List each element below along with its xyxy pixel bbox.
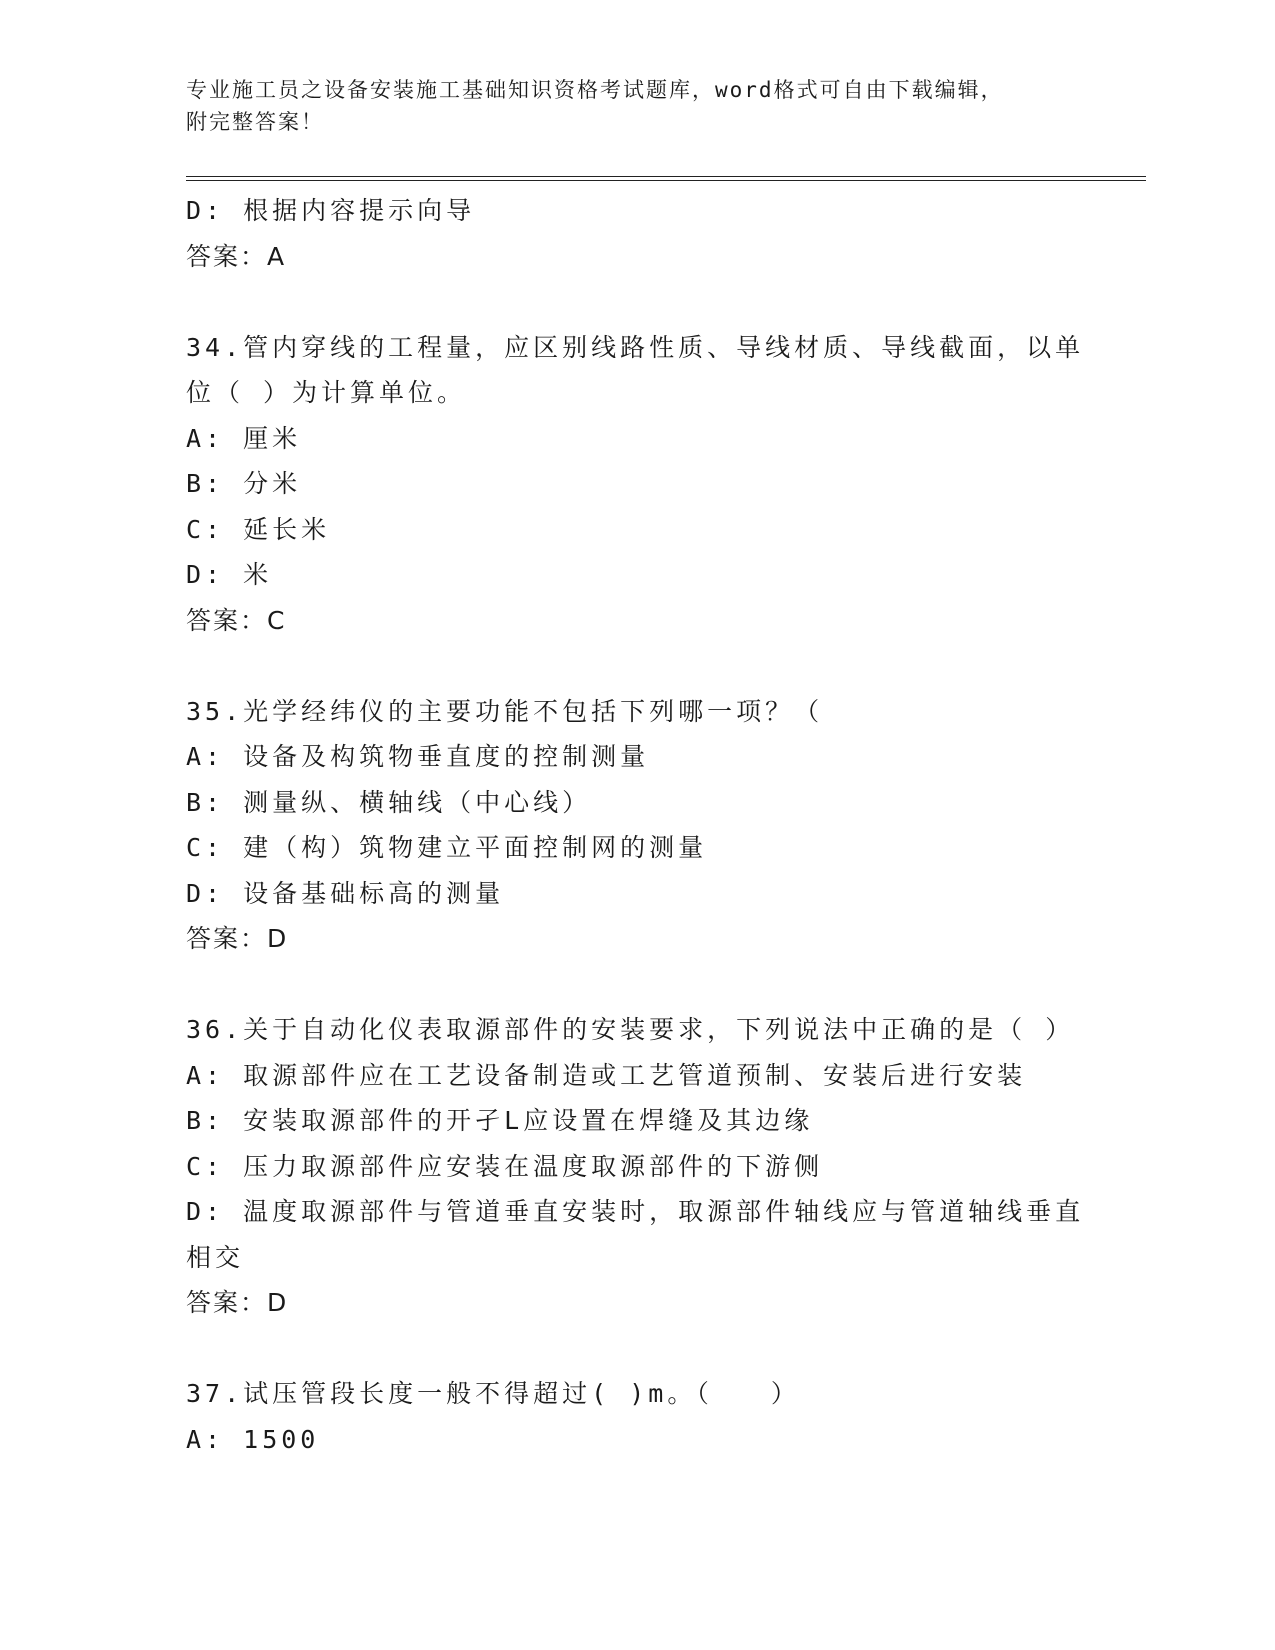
spacer: [186, 279, 1086, 325]
option-d-line-2: 相交: [186, 1242, 245, 1272]
question-36: [186, 1007, 1086, 1326]
option-c: C: 压力取源部件应安装在温度取源部件的下游侧: [186, 1151, 824, 1181]
option-b: B: 安装取源部件的开孑L应设置在焊缝及其边缘: [186, 1106, 814, 1135]
spacer: [186, 643, 1086, 689]
question-text-line-2: 位（ ）为计算单位。: [186, 378, 467, 407]
question-text-line-1: 36.关于自动化仪表取源部件的安装要求，下列说法中正确的是（ ）: [186, 1015, 1075, 1044]
option-a: A: 厘米: [186, 423, 302, 453]
header-line-2: 附完整答案！: [186, 110, 324, 134]
spacer: [186, 1326, 1086, 1372]
document-header: [186, 74, 1086, 138]
option-b: B: 测量纵、横轴线（中心线）: [186, 787, 592, 817]
answer: 答案：C: [186, 605, 287, 635]
question-text-line-1: 37.试压管段长度一般不得超过( )m。（ ）: [186, 1379, 800, 1408]
answer: 答案：D: [186, 924, 289, 953]
question-text-line-1: 34.管内穿线的工程量，应区别线路性质、导线材质、导线截面，以单: [186, 332, 1085, 362]
option-a: A: 1500: [186, 1424, 320, 1454]
question-33-tail: [186, 188, 1086, 279]
answer: 答案：D: [186, 1288, 289, 1317]
option-c: C: 建（构）筑物建立平面控制网的测量: [186, 833, 708, 862]
header-divider: [186, 176, 1146, 181]
option-d: D: 米: [186, 560, 273, 589]
question-35: [186, 689, 1086, 962]
option-d-line-1: D: 温度取源部件与管道垂直安装时，取源部件轴线应与管道轴线垂直: [186, 1197, 1085, 1226]
option-a: A: 取源部件应在工艺设备制造或工艺管道预制、安装后进行安装: [186, 1060, 1027, 1090]
question-text-line-1: 35.光学经纬仪的主要功能不包括下列哪一项？（: [186, 696, 824, 726]
option-b: B: 分米: [186, 469, 302, 498]
option-a: A: 设备及构筑物垂直度的控制测量: [186, 742, 650, 771]
option-d: D: 设备基础标高的测量: [186, 878, 505, 908]
question-37: [186, 1371, 1086, 1462]
header-line-1: 专业施工员之设备安装施工基础知识资格考试题库，word格式可自由下载编辑，: [186, 78, 1004, 102]
spacer: [186, 962, 1086, 1008]
option-c: C: 延长米: [186, 514, 331, 544]
answer: 答案：A: [186, 241, 287, 271]
question-34: [186, 325, 1086, 644]
option-d: D: 根据内容提示向导: [186, 196, 476, 225]
document-body: [186, 188, 1086, 1462]
